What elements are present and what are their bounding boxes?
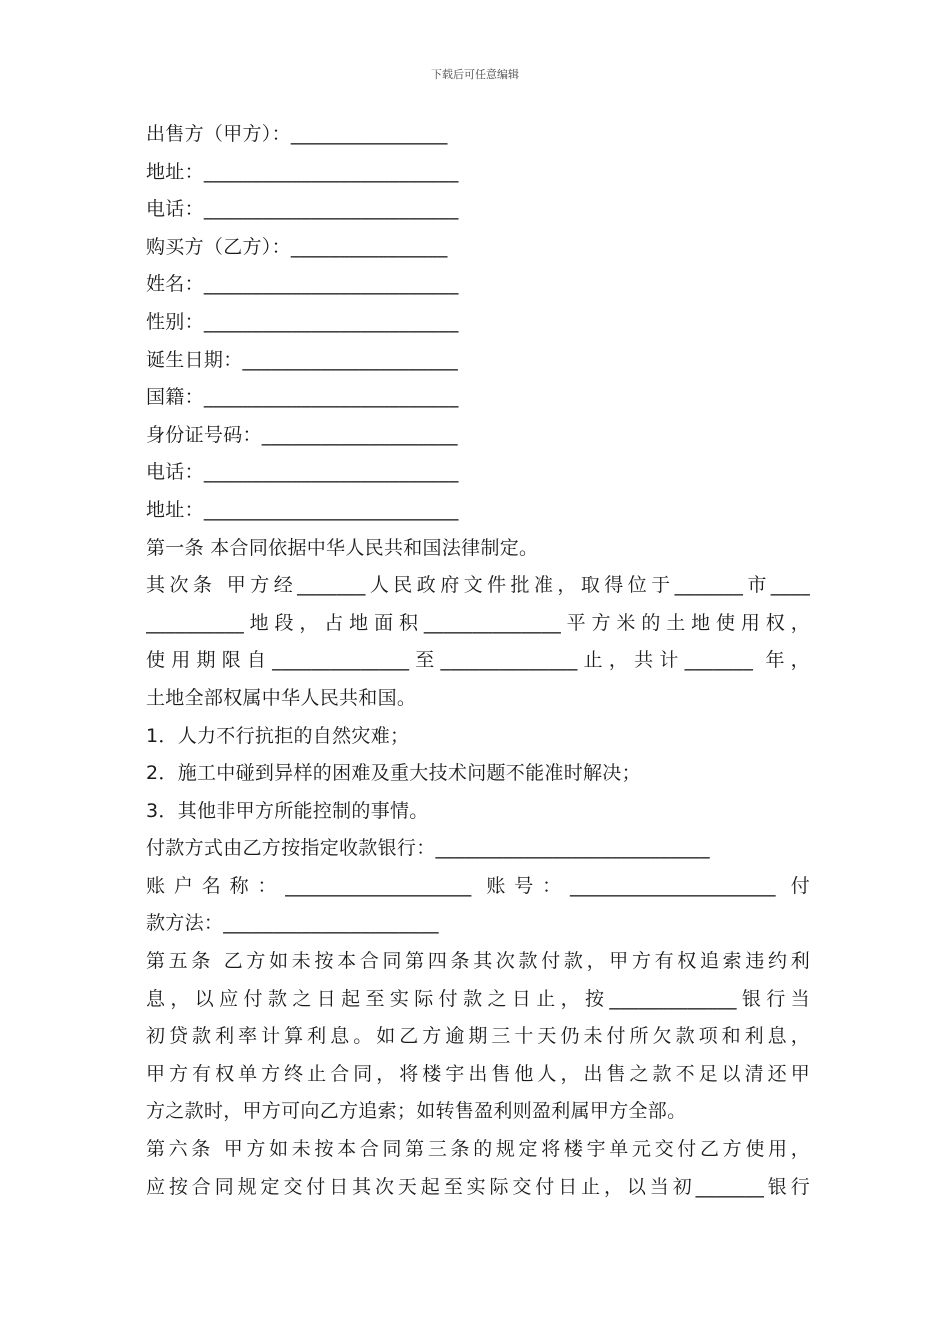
buyer-nationality-line: 国籍：__________________________ — [146, 386, 459, 409]
buyer-address-line: 地址：__________________________ — [146, 498, 459, 521]
article-6-line-2: 应按合同规定交付日其次天起至实际交付日止，以当初_______银行 — [146, 1175, 810, 1198]
buyer-name-line: 姓名：__________________________ — [146, 273, 459, 296]
article-1: 第一条 本合同依据中华人民共和国法律制定。 — [146, 536, 539, 559]
payment-account-line: 账户名称：___________________ 账号：_____________________ 付 — [146, 874, 810, 897]
list-item-2: 2．施工中碰到异样的困难及重大技术问题不能准时解决； — [146, 762, 641, 785]
seller-phone-line: 电话：__________________________ — [146, 198, 459, 221]
payment-bank-line: 付款方式由乙方按指定收款银行：____________________________ — [146, 837, 710, 860]
article-5-line-3: 初贷款利率计算利息。如乙方逾期三十天仍未付所欠款项和利息， — [146, 1025, 810, 1048]
list-item-1: 1．人力不行抗拒的自然灾难； — [146, 724, 410, 747]
article-5-line-4: 甲方有权单方终止合同，将楼宇出售他人，出售之款不足以清还甲 — [146, 1062, 810, 1085]
payment-method-line: 款方法：______________________ — [146, 912, 439, 935]
buyer-gender-line: 性别：__________________________ — [146, 310, 459, 333]
buyer-birthdate-line: 诞生日期：______________________ — [146, 348, 459, 371]
article-5-line-5: 方之款时，甲方可向乙方追索；如转售盈利则盈利属甲方全部。 — [146, 1100, 687, 1123]
buyer-id-line: 身份证号码：____________________ — [146, 423, 458, 446]
buyer-line: 购买方（乙方）：________________ — [146, 235, 448, 258]
article-5-line-1: 第五条 乙方如未按本合同第四条其次款付款，甲方有权追索违约利 — [146, 950, 810, 973]
seller-address-line: 地址：__________________________ — [146, 160, 459, 183]
article-2-line-4: 土地全部权属中华人民共和国。 — [146, 686, 417, 709]
seller-name-line: 出售方（甲方）：________________ — [146, 123, 448, 145]
article-2-line-2: __________地段，占地面积______________平方米的土地使用权， — [146, 611, 810, 634]
article-2-line-3: 使用期限自______________至______________止，共计_______ 年， — [146, 649, 810, 672]
article-6-line-1: 第六条 甲方如未按本合同第三条的规定将楼宇单元交付乙方使用， — [146, 1138, 810, 1161]
article-5-line-2: 息，以应付款之日起至实际付款之日止，按_____________银行当 — [146, 987, 810, 1010]
document-body — [146, 116, 810, 1206]
buyer-phone-line: 电话：__________________________ — [146, 461, 459, 484]
list-item-3: 3．其他非甲方所能控制的事情。 — [146, 799, 429, 822]
article-2-line-1: 其次条 甲方经_______人民政府文件批准，取得位于_______市____ — [146, 574, 810, 597]
page-header: 下载后可任意编辑 — [431, 68, 519, 81]
